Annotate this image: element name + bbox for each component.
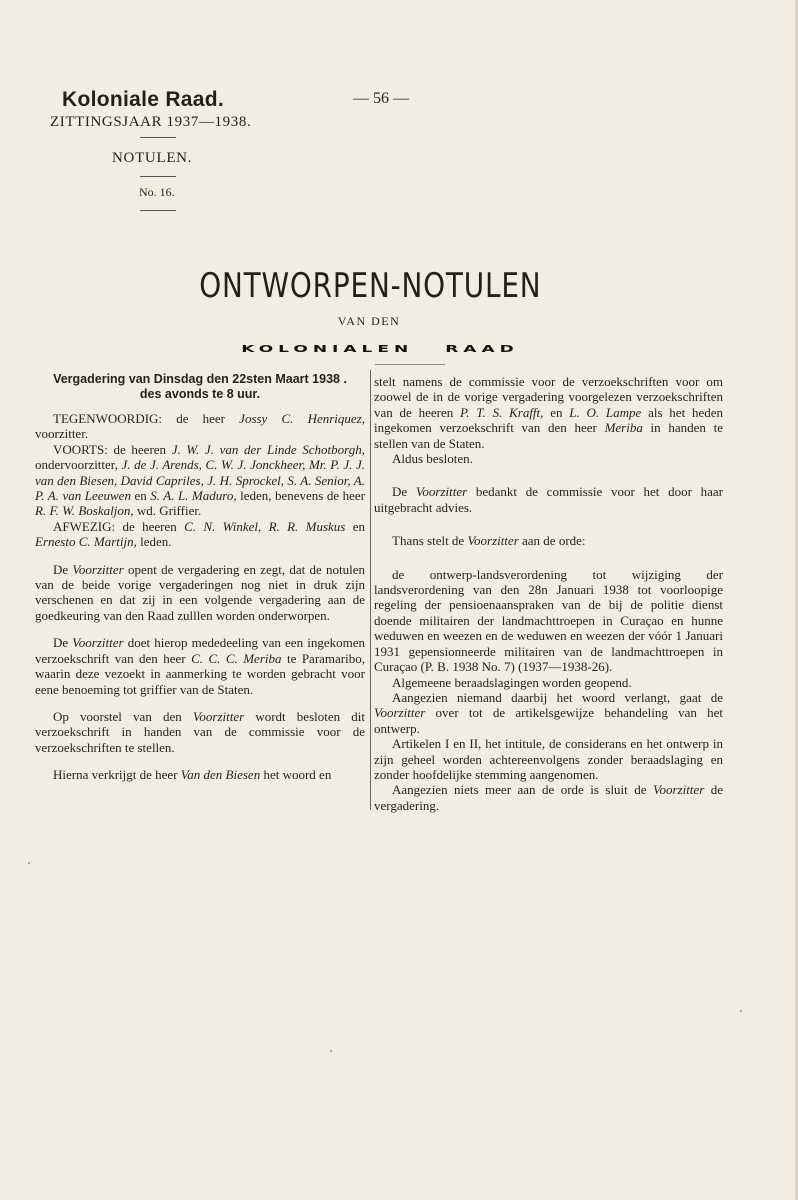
session-year: ZITTINGSJAAR 1937—1938. — [50, 114, 252, 130]
council-title: Koloniale Raad. — [62, 88, 225, 111]
banner-word: RAAD — [445, 343, 519, 355]
right-column — [374, 374, 723, 813]
paper-speck — [740, 1010, 742, 1012]
header-rule-3 — [140, 210, 176, 211]
paragraph-proposal: Op voorstel van den Voorzitter wordt besloten dit verzoekschrift in handen van de commissie voor de verzoekschriften te stellen. — [35, 708, 365, 755]
left-column — [35, 372, 365, 783]
paper-speck — [330, 1050, 332, 1052]
absent-paragraph: AFWEZIG: de heeren C. N. Winkel, R. R. Muskus en Ernesto C. Martijn, leden. — [35, 518, 365, 550]
header-rule-1 — [140, 137, 176, 138]
banner-word: KOLONIALEN — [241, 343, 414, 355]
notulen-label: NOTULEN. — [112, 150, 193, 166]
paragraph-commission: stelt namens de commissie voor de verzoekschriften voor om zoowel de in de vorige vergadering voorgelezen verzoekschriften van de heeren P. T. S. Krafft, en L. O. Lampe als het heden ingekomen verzoekschrift van den heer Meriba in handen te stellen van de Staten. — [374, 374, 723, 451]
paragraph-closing: Aangezien niets meer aan de orde is sluit de Voorzitter de vergadering. — [374, 782, 723, 813]
title-rule — [375, 364, 445, 365]
column-divider — [370, 370, 371, 810]
header-block — [50, 88, 280, 131]
van-den-label: VAN DEN — [337, 314, 401, 328]
paragraph-articles: Artikelen I en II, het intitule, de considerans en het ontwerp in zijn geheel worden achtereenvolgens zonder beraadslaging en zonder hoofdelijke stemming aangenomen. — [374, 736, 723, 782]
header-rule-2 — [140, 176, 176, 177]
paragraph-agenda: Thans stelt de Voorzitter aan de orde: — [392, 533, 586, 549]
decision-line: Aldus besloten. — [392, 451, 473, 467]
paragraph-ordinance: de ontwerp-landsverordening tot wijziging der landsverordening van den 28n Januari 1938 tot voorloopige regeling der pensioenaanspraken van de bij de politie dienst doende militairen der landmachttroepen in Curaçao en hunne weduwen en weezen en de weduwen en weezen der vóór 1 Januari 1931 gepensionneerde militairen van de landmachttroepen in Curaçao (P. B. 1938 No. 7) (1937—1938-26). — [374, 566, 723, 675]
paper-speck — [28, 862, 30, 864]
paragraph-articles-start: Aangezien niemand daarbij het woord verlangt, gaat de Voorzitter over tot de artikelsgewijze behandeling van het ontwerp. — [374, 689, 723, 736]
paragraph-floor: Hierna verkrijgt de heer Van den Biesen het woord en — [53, 767, 332, 783]
meeting-heading: Vergadering van Dinsdag den 22sten Maart 1938 . des avonds te 8 uur. — [53, 372, 347, 401]
paragraph-petition: De Voorzitter doet hierop mededeeling van een ingekomen verzoekschrift van den heer C. C. C. Meriba te Paramaribo, waarin deze vezoekt in aanmerking te worden gebracht voor eene benoeming tot griffier van de Staten. — [35, 635, 365, 697]
main-title: ONTWORPEN-NOTULEN — [199, 266, 542, 306]
issue-number: No. 16. — [139, 185, 175, 199]
further-paragraph: VOORTS: de heeren J. W. J. van der Linde Schotborgh, ondervoorzitter, J. de J. Arends, C. W. J. Jonckheer, Mr. P. J. J. van den Biesen, David Capriles, J. H. Sprockel, S. A. Senior, A. P. A. van Leeuwen en S. A. L. Maduro, leden, benevens de heer R. F. W. Boskaljon, wd. Griffier. — [35, 441, 365, 519]
present-paragraph: TEGENWOORDIG: de heer Jossy C. Henriquez, voorzitter. — [35, 411, 365, 442]
paragraph-thanks: De Voorzitter bedankt de commissie voor het door haar uitgebracht advies. — [374, 484, 723, 515]
council-banner — [150, 340, 610, 358]
page-number: — 56 — — [353, 90, 409, 107]
paragraph-opening: De Voorzitter opent de vergadering en zegt, dat de notulen van de beide vorige vergaderingen nog niet in druk zijn verschenen en dat zij in een volgende vergadering aan de goedkeuring van den Raad zulllen worden onderworpen. — [35, 561, 365, 623]
paragraph-general: Algemeene beraadslagingen worden geopend. — [392, 674, 632, 690]
